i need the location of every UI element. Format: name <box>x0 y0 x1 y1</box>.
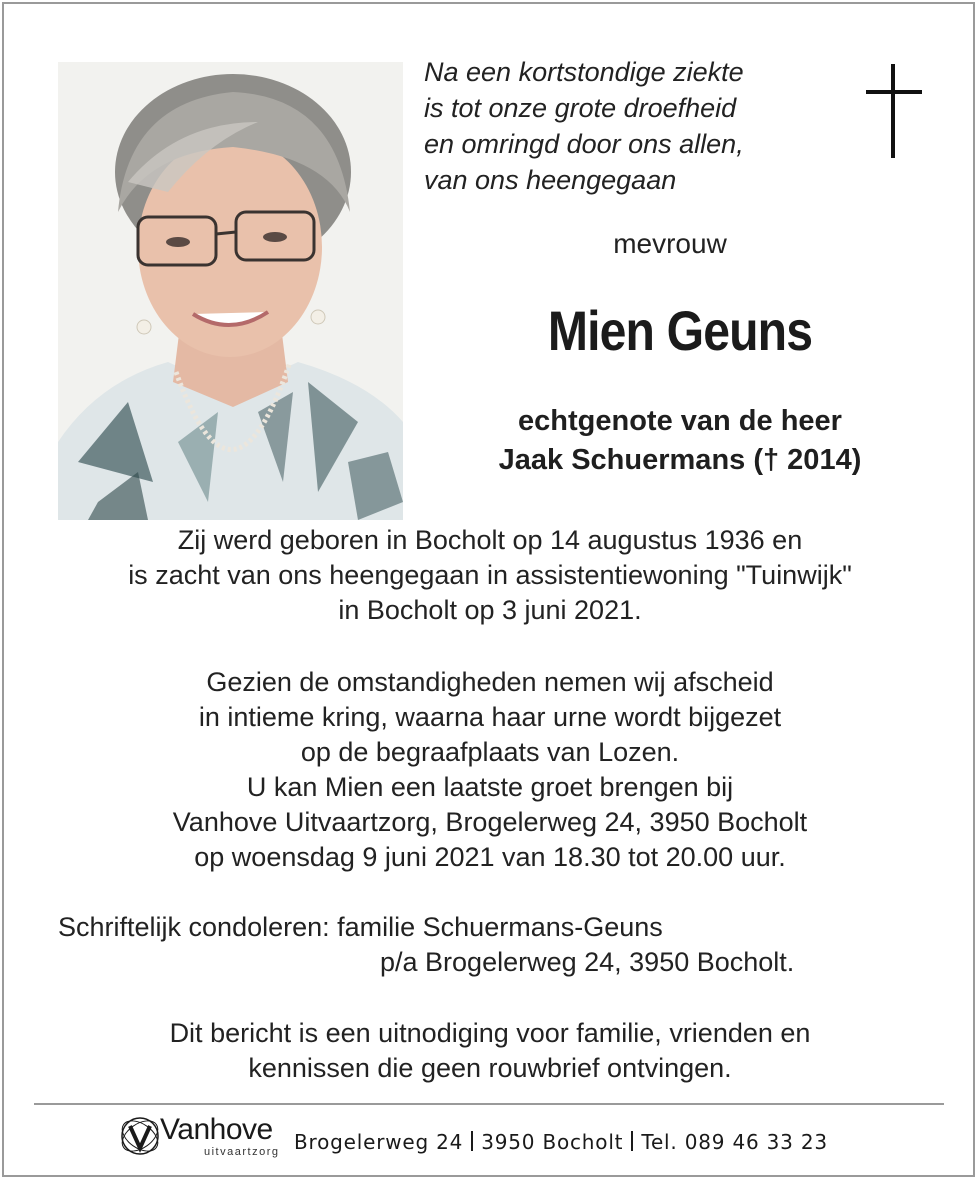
logo-name: Vanhove <box>160 1113 273 1146</box>
intro-line: van ons heengegaan <box>424 165 677 195</box>
logo-subtitle: uitvaartzorg <box>204 1146 280 1158</box>
footer-separator <box>631 1131 633 1151</box>
latin-cross-icon <box>866 64 922 158</box>
spouse-line: echtgenote van de heer <box>518 405 842 437</box>
intro-line: en omringd door ons allen, <box>424 129 744 159</box>
spouse-info <box>420 402 940 480</box>
footer-divider <box>34 1103 944 1105</box>
footer-phone: Tel. 089 46 33 23 <box>641 1130 828 1154</box>
footer-separator <box>471 1131 473 1151</box>
footer-address: Brogelerweg 24 <box>294 1130 464 1154</box>
funeral-home-logo <box>118 1114 288 1160</box>
paragraph-line: Gezien de omstandigheden nemen wij afscheid <box>206 667 774 697</box>
paragraph-line: in intieme kring, waarna haar urne wordt bijgezet <box>198 702 782 732</box>
spouse-line: Jaak Schuermans († 2014) <box>498 444 862 476</box>
paragraph-line: in Bocholt op 3 juni 2021. <box>338 595 642 625</box>
footer-contact <box>294 1130 828 1154</box>
farewell-paragraph <box>30 665 950 875</box>
birth-death-paragraph <box>30 523 950 628</box>
vanhove-v-logo-icon <box>118 1114 162 1158</box>
paragraph-line: Vanhove Uitvaartzorg, Brogelerweg 24, 3950 Bocholt <box>172 807 808 837</box>
paragraph-line: U kan Mien een laatste groet brengen bij <box>246 772 734 802</box>
condolences-line: Schriftelijk condoleren: familie Schuermans-Geuns <box>58 912 663 942</box>
paragraph-line: kennissen die geen rouwbrief ontvingen. <box>248 1053 732 1083</box>
intro-verse <box>424 54 844 198</box>
intro-line: is tot onze grote droefheid <box>424 93 737 123</box>
paragraph-line: op woensdag 9 juni 2021 van 18.30 tot 20.00 uur. <box>194 842 786 872</box>
intro-line: Na een kortstondige ziekte <box>424 57 744 87</box>
footer-city: 3950 Bocholt <box>481 1130 624 1154</box>
honorific: mevrouw <box>613 228 727 259</box>
notice-paragraph <box>30 1016 950 1086</box>
paragraph-line: is zacht van ons heengegaan in assistentiewoning "Tuinwijk" <box>128 560 852 590</box>
paragraph-line: op de begraafplaats van Lozen. <box>300 737 680 767</box>
paragraph-line: Dit bericht is een uitnodiging voor familie, vrienden en <box>169 1018 811 1048</box>
deceased-name: Mien Geuns <box>547 299 813 362</box>
paragraph-line: Zij werd geboren in Bocholt op 14 augustus 1936 en <box>177 525 803 555</box>
condolences-address: p/a Brogelerweg 24, 3950 Bocholt. <box>380 947 795 977</box>
portrait-photo <box>58 62 403 520</box>
